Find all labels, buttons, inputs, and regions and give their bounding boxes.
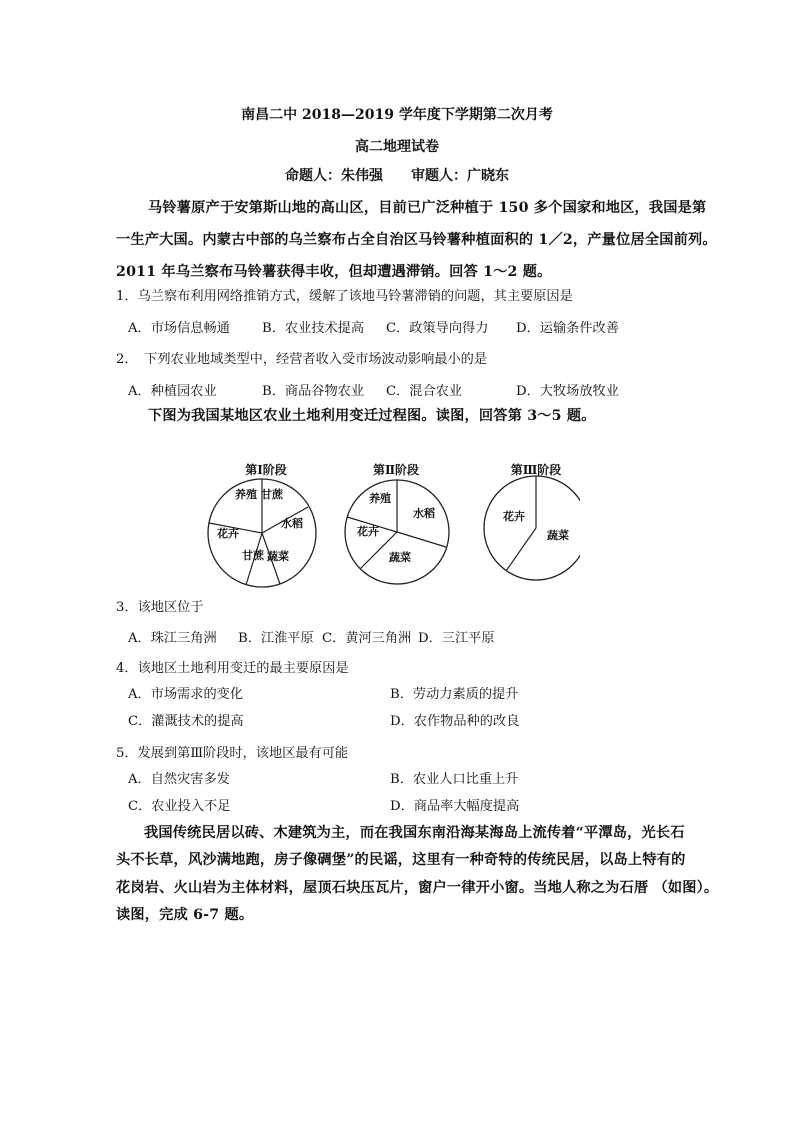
q2-option-b: B．商品谷物农业: [262, 384, 365, 399]
q3-option-a: A．珠江三角洲: [128, 631, 217, 646]
stage-1-seg-2: 甘蔗: [261, 488, 283, 501]
stage-1-pie: [208, 479, 316, 587]
q1-option-c: C．政策导向得力: [386, 321, 489, 336]
stage-3-title: 第Ⅲ阶段: [510, 463, 562, 477]
exam-subtitle: 高二地理试卷: [355, 139, 439, 155]
land-use-figure: [200, 455, 580, 590]
q2-option-c: C．混合农业: [386, 384, 463, 399]
q5-option-a: A．自然灾害多发: [128, 772, 230, 787]
q1-option-b: B．农业技术提高: [262, 321, 365, 336]
stage-2-seg-2: 水稻: [413, 507, 435, 520]
stage-1-seg-1: 养殖: [235, 488, 257, 501]
stage-3-seg-2: 蔬菜: [547, 529, 569, 542]
stage-1-seg-6: 花卉: [217, 527, 239, 540]
q1-option-d: D．运输条件改善: [516, 321, 619, 336]
intro3-line-2: 头不长草，风沙满地跑，房子像碉堡”的民谣，这里有一种奇特的传统民居，以岛上特有的: [116, 852, 686, 868]
stage-3-pie: [484, 476, 580, 580]
q5-option-c: C．农业投入不足: [128, 799, 231, 814]
exam-authors: 命题人：朱伟强 审题人：广晓东: [285, 168, 509, 184]
q3-option-d: D．三江平原: [418, 631, 495, 646]
q3-stem: 3．该地区位于: [116, 600, 204, 615]
q3-option-c: C．黄河三角洲: [322, 631, 412, 646]
intro1-line-2: 一生产大国。内蒙古中部的乌兰察布占全自治区马铃薯种植面积的 1／2，产量位居全国前列。: [116, 232, 717, 248]
stage-1-title: 第Ⅰ阶段: [245, 463, 287, 477]
q2-stem: 2． 下列农业地域类型中，经营者收入受市场波动影响最小的是: [116, 352, 488, 367]
stage-2-pie: [345, 480, 449, 584]
stage-2-seg-3: 蔬菜: [389, 551, 411, 564]
stage-2-title: 第Ⅱ阶段: [372, 463, 420, 477]
q4-stem: 4．该地区土地利用变迁的最主要原因是: [116, 661, 349, 676]
q5-stem: 5．发展到第Ⅲ阶段时，该地区最有可能: [116, 746, 349, 761]
intro3-line-4: 读图，完成 6-7 题。: [116, 907, 254, 923]
intro2: 下图为我国某地区农业土地利用变迁过程图。读图，回答第 3～5 题。: [148, 408, 596, 424]
q3-option-b: B．江淮平原: [238, 631, 314, 646]
q1-option-a: A．市场信息畅通: [128, 321, 230, 336]
intro1-line-1: 马铃薯原产于安第斯山地的高山区，目前已广泛种植于 150 多个国家和地区，我国是第: [148, 200, 707, 216]
q5-option-b: B．农业人口比重上升: [390, 772, 519, 787]
q1-stem: 1．乌兰察布利用网络推销方式，缓解了该地马铃薯滞销的问题，其主要原因是: [116, 289, 573, 304]
q4-option-b: B．劳动力素质的提升: [390, 687, 519, 702]
stage-2-seg-1: 养殖: [369, 492, 391, 505]
stage-2-seg-4: 花卉: [357, 525, 379, 538]
q4-option-a: A．市场需求的变化: [128, 687, 244, 702]
q2-option-a: A．种植园农业: [128, 384, 217, 399]
stage-1-seg-5: 甘蔗: [242, 549, 264, 562]
intro1-line-3: 2011 年乌兰察布马铃薯获得丰收，但却遭遇滞销。回答 1～2 题。: [116, 264, 552, 280]
q2-option-d: D．大牧场放牧业: [516, 384, 619, 399]
exam-title: 南昌二中 2018—2019 学年度下学期第二次月考: [241, 107, 553, 123]
intro3-line-1: 我国传统民居以砖、木建筑为主，而在我国东南沿海某海岛上流传着“平潭岛，光长石: [144, 825, 685, 841]
intro3-line-3: 花岗岩、火山岩为主体材料，屋顶石块压瓦片，窗户一律开小窗。当地人称之为石厝 （如图）。: [116, 880, 719, 896]
q5-option-d: D．商品率大幅度提高: [390, 799, 520, 814]
stage-1-seg-4: 蔬菜: [267, 550, 289, 563]
q4-option-c: C．灌溉技术的提高: [128, 714, 244, 729]
stage-3-seg-1: 花卉: [503, 510, 525, 523]
q4-option-d: D．农作物品种的改良: [390, 714, 520, 729]
stage-1-seg-3: 水稻: [281, 517, 303, 530]
